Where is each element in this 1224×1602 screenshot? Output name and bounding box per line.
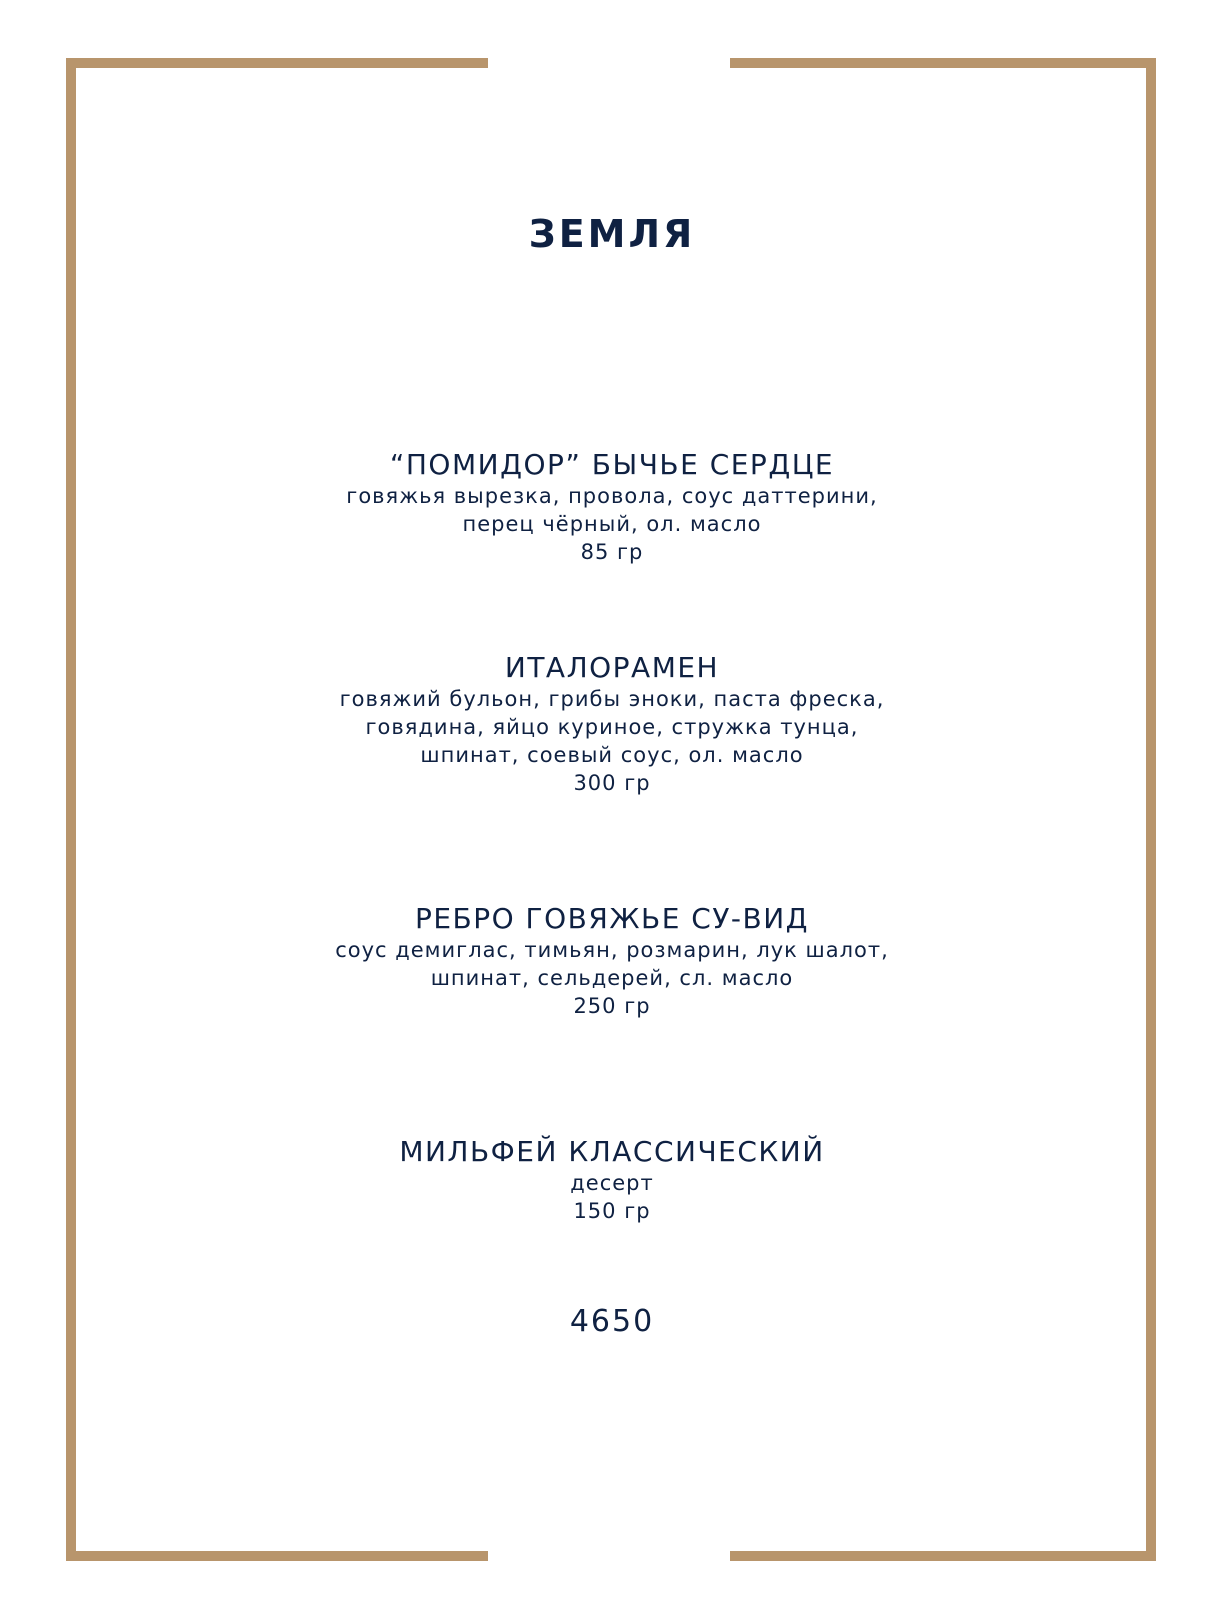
frame-border: [66, 1551, 488, 1561]
dish-description-line: шпинат, соевый соус, ол. масло: [420, 743, 804, 767]
frame-border: [730, 1551, 1156, 1561]
dish-description-line: перец чёрный, ол. масло: [462, 512, 762, 536]
menu-item: [0, 448, 1224, 566]
dish-name: “ПОМИДОР” БЫЧЬЕ СЕРДЦЕ: [389, 448, 835, 481]
dish-weight: 150 гр: [573, 1199, 651, 1223]
dish-description-line: говяжья вырезка, провола, соус даттерини,: [346, 484, 878, 508]
frame-border: [66, 58, 488, 68]
dish-description-line: шпинат, сельдерей, сл. масло: [430, 966, 794, 990]
page-title: ЗЕМЛЯ: [528, 212, 696, 256]
menu-item: [0, 1135, 1224, 1225]
dish-description-line: десерт: [570, 1171, 654, 1195]
dish-weight: 85 гр: [580, 540, 644, 564]
frame-border: [730, 58, 1156, 68]
dish-weight: 300 гр: [573, 771, 651, 795]
dish-name: ИТАЛОРАМЕН: [504, 651, 720, 684]
dish-description-line: соус демиглас, тимьян, розмарин, лук шалот,: [335, 938, 889, 962]
menu-item: [0, 651, 1224, 797]
dish-description-line: говяжий бульон, грибы эноки, паста фреска,: [339, 687, 885, 711]
dish-description-line: говядина, яйцо куриное, стружка тунца,: [365, 715, 859, 739]
dish-name: МИЛЬФЕЙ КЛАССИЧЕСКИЙ: [399, 1135, 825, 1168]
dish-name: РЕБРО ГОВЯЖЬЕ СУ-ВИД: [414, 902, 810, 935]
dish-weight: 250 гр: [573, 994, 651, 1018]
menu-item: [0, 902, 1224, 1020]
set-price: 4650: [569, 1304, 655, 1339]
